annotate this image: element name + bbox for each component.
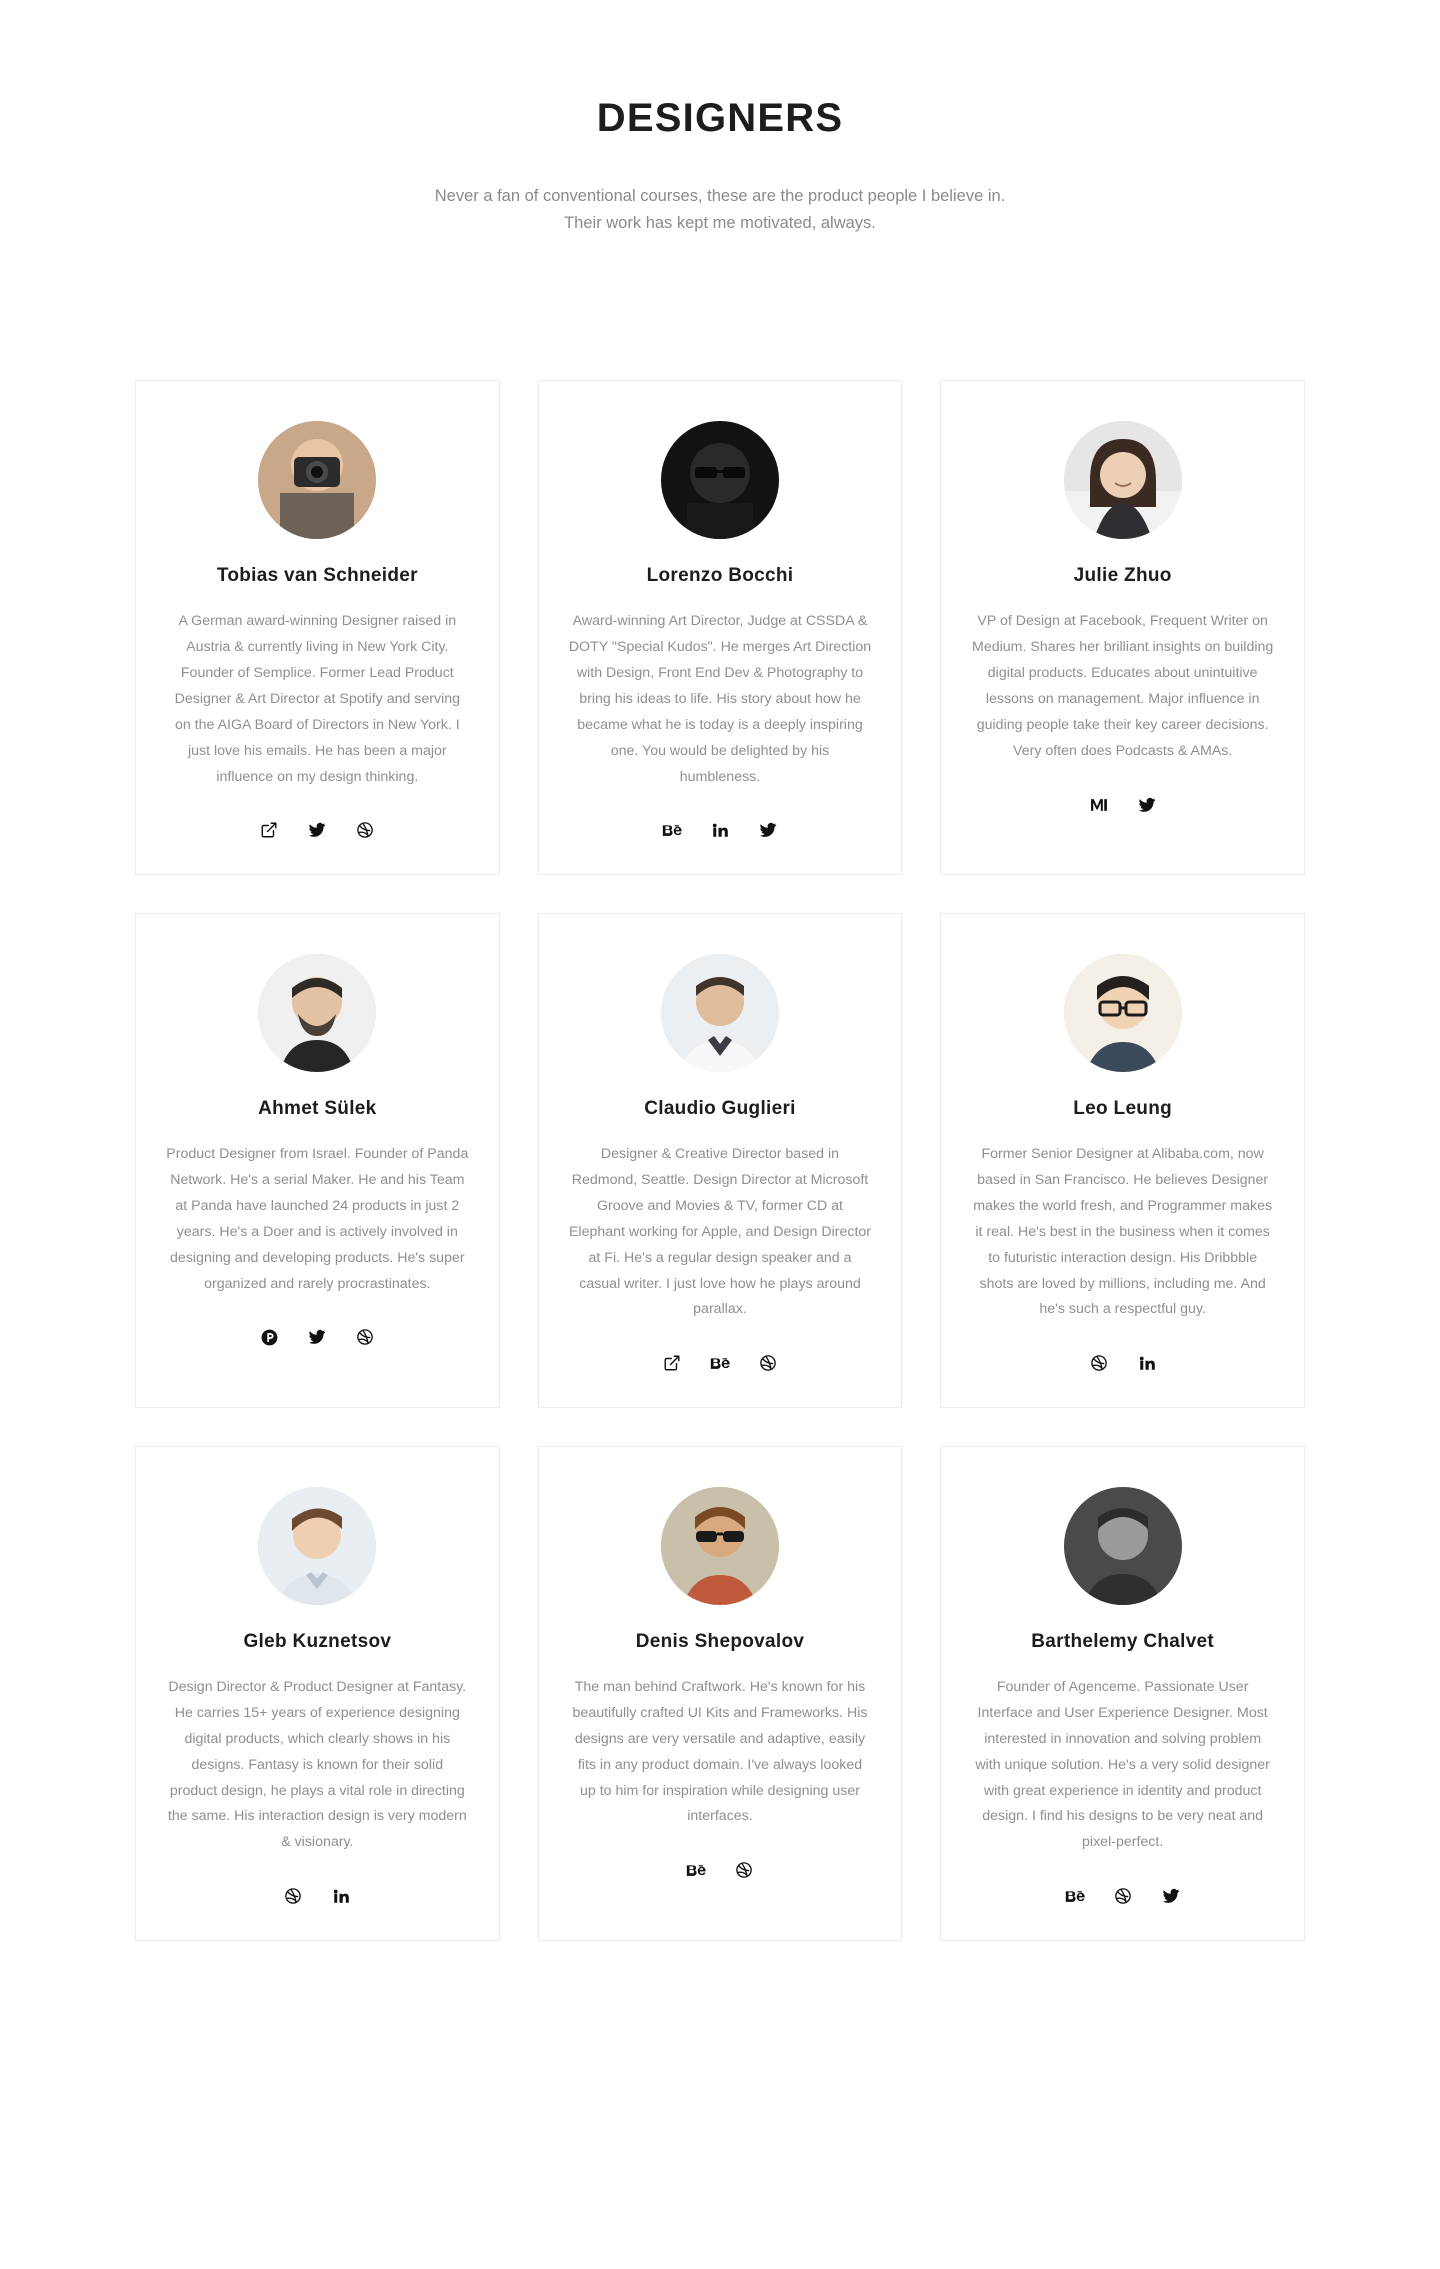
avatar [258, 1487, 376, 1605]
dribbble-icon[interactable] [758, 1353, 778, 1373]
social-links [662, 1353, 778, 1373]
designer-name: Lorenzo Bocchi [646, 565, 794, 587]
linkedin-icon[interactable] [1137, 1353, 1157, 1373]
designer-name: Julie Zhuo [1073, 565, 1172, 587]
designer-bio: Design Director & Product Designer at Fantasy. He carries 15+ years of experience designing digital products, which clearly shows in his designs. Fantasy is known for their solid product design, he plays a vital role in directing the same. His interaction design is very modern & visionary. [167, 1679, 467, 1851]
designer-name: Barthelemy Chalvet [1031, 1631, 1215, 1653]
twitter-icon[interactable] [307, 1327, 327, 1347]
designer-name: Tobias van Schneider [216, 565, 418, 587]
designer-card [940, 913, 1305, 1408]
designer-name: Claudio Guglieri [644, 1098, 796, 1120]
designer-bio: Award-winning Art Director, Judge at CSSDA & DOTY "Special Kudos". He merges Art Direction with Design, Front End Dev & Photography to bring his ideas to life. His story about how he became what he is today is a deeply inspiring one. You would be delighted by his humbleness. [568, 613, 872, 785]
avatar [661, 954, 779, 1072]
twitter-icon[interactable] [758, 820, 778, 840]
designer-name: Gleb Kuznetsov [243, 1631, 392, 1653]
twitter-icon[interactable] [1137, 795, 1157, 815]
designer-bio: Designer & Creative Director based in Redmond, Seattle. Design Director at Microsoft Groove and Movies & TV, former CD at Elephant working for Apple, and Design Director at Fi. He's a regular design speaker and a casual writer. I just love how he plays around parallax. [568, 1146, 872, 1318]
designer-bio: VP of Design at Facebook, Frequent Writer on Medium. Shares her brilliant insights on building digital products. Educates about unintuitive lessons on management. Major influence in guiding people take their key career decisions. Very often does Podcasts & AMAs. [972, 613, 1274, 759]
dribbble-icon[interactable] [1089, 1353, 1109, 1373]
social-links [1089, 795, 1157, 815]
social-links [259, 1327, 375, 1347]
dribbble-icon[interactable] [283, 1886, 303, 1906]
designer-bio: A German award-winning Designer raised in Austria & currently living in New York City. Founder of Semplice. Former Lead Product Designer & Art Director at Spotify and serving on the AIGA Board of Directors in New York. I just love his emails. He has been a major influence on my design thinking. [174, 613, 461, 785]
avatar [661, 421, 779, 539]
avatar [1064, 421, 1182, 539]
designer-card [135, 913, 500, 1408]
avatar [661, 1487, 779, 1605]
behance-icon[interactable] [662, 820, 682, 840]
medium-icon[interactable] [1089, 795, 1109, 815]
external-link-icon[interactable] [259, 820, 279, 840]
designer-bio: Product Designer from Israel. Founder of Panda Network. He's a serial Maker. He and his Team at Panda have launched 24 products in just 2 years. He's a Doer and is actively involved in designing and developing products. He's super organized and rarely procrastinates. [166, 1146, 469, 1292]
social-links [259, 820, 375, 840]
twitter-icon[interactable] [1161, 1886, 1181, 1906]
avatar [1064, 954, 1182, 1072]
designer-card [135, 1446, 500, 1941]
linkedin-icon[interactable] [331, 1886, 351, 1906]
social-links [1065, 1886, 1181, 1906]
designer-card [135, 380, 500, 875]
page-title: DESIGNERS [596, 96, 844, 140]
designers-grid [135, 236, 1305, 1941]
avatar [258, 954, 376, 1072]
designer-bio: The man behind Craftwork. He's known for his beautifully crafted UI Kits and Frameworks. His designs are very versatile and adaptive, easily fits in any product domain. I've always looked up to him for inspiration while designing user interfaces. [572, 1679, 868, 1825]
producthunt-icon[interactable] [259, 1327, 279, 1347]
social-links [283, 1886, 351, 1906]
behance-icon[interactable] [686, 1860, 706, 1880]
designer-card [538, 1446, 903, 1941]
designer-card [940, 380, 1305, 875]
external-link-icon[interactable] [662, 1353, 682, 1373]
social-links [662, 820, 778, 840]
dribbble-icon[interactable] [734, 1860, 754, 1880]
avatar [1064, 1487, 1182, 1605]
dribbble-icon[interactable] [355, 1327, 375, 1347]
designer-bio: Founder of Agenceme. Passionate User Interface and User Experience Designer. Most interested in innovation and solving problem with unique solution. He's a very solid designer with great experience in identity and product design. I find his designs to be very neat and pixel-perfect. [975, 1679, 1270, 1851]
designer-name: Ahmet Sülek [258, 1098, 377, 1120]
designer-card [538, 913, 903, 1408]
dribbble-icon[interactable] [355, 820, 375, 840]
designer-card [940, 1446, 1305, 1941]
twitter-icon[interactable] [307, 820, 327, 840]
dribbble-icon[interactable] [1113, 1886, 1133, 1906]
designer-card [538, 380, 903, 875]
page-subtitle: Never a fan of conventional courses, these are the product people I believe in. Their work has kept me motivated, always. [434, 187, 1006, 232]
designer-bio: Former Senior Designer at Alibaba.com, now based in San Francisco. He believes Designer makes the world fresh, and Programmer makes it real. He's best in the business when it comes to futuristic interaction design. His Dribbble shots are loved by millions, including me. And he's such a respectful guy. [973, 1146, 1273, 1318]
social-links [1089, 1353, 1157, 1373]
avatar [258, 421, 376, 539]
linkedin-icon[interactable] [710, 820, 730, 840]
social-links [686, 1860, 754, 1880]
designer-name: Leo Leung [1073, 1098, 1173, 1120]
designer-name: Denis Shepovalov [635, 1631, 805, 1653]
behance-icon[interactable] [710, 1353, 730, 1373]
behance-icon[interactable] [1065, 1886, 1085, 1906]
